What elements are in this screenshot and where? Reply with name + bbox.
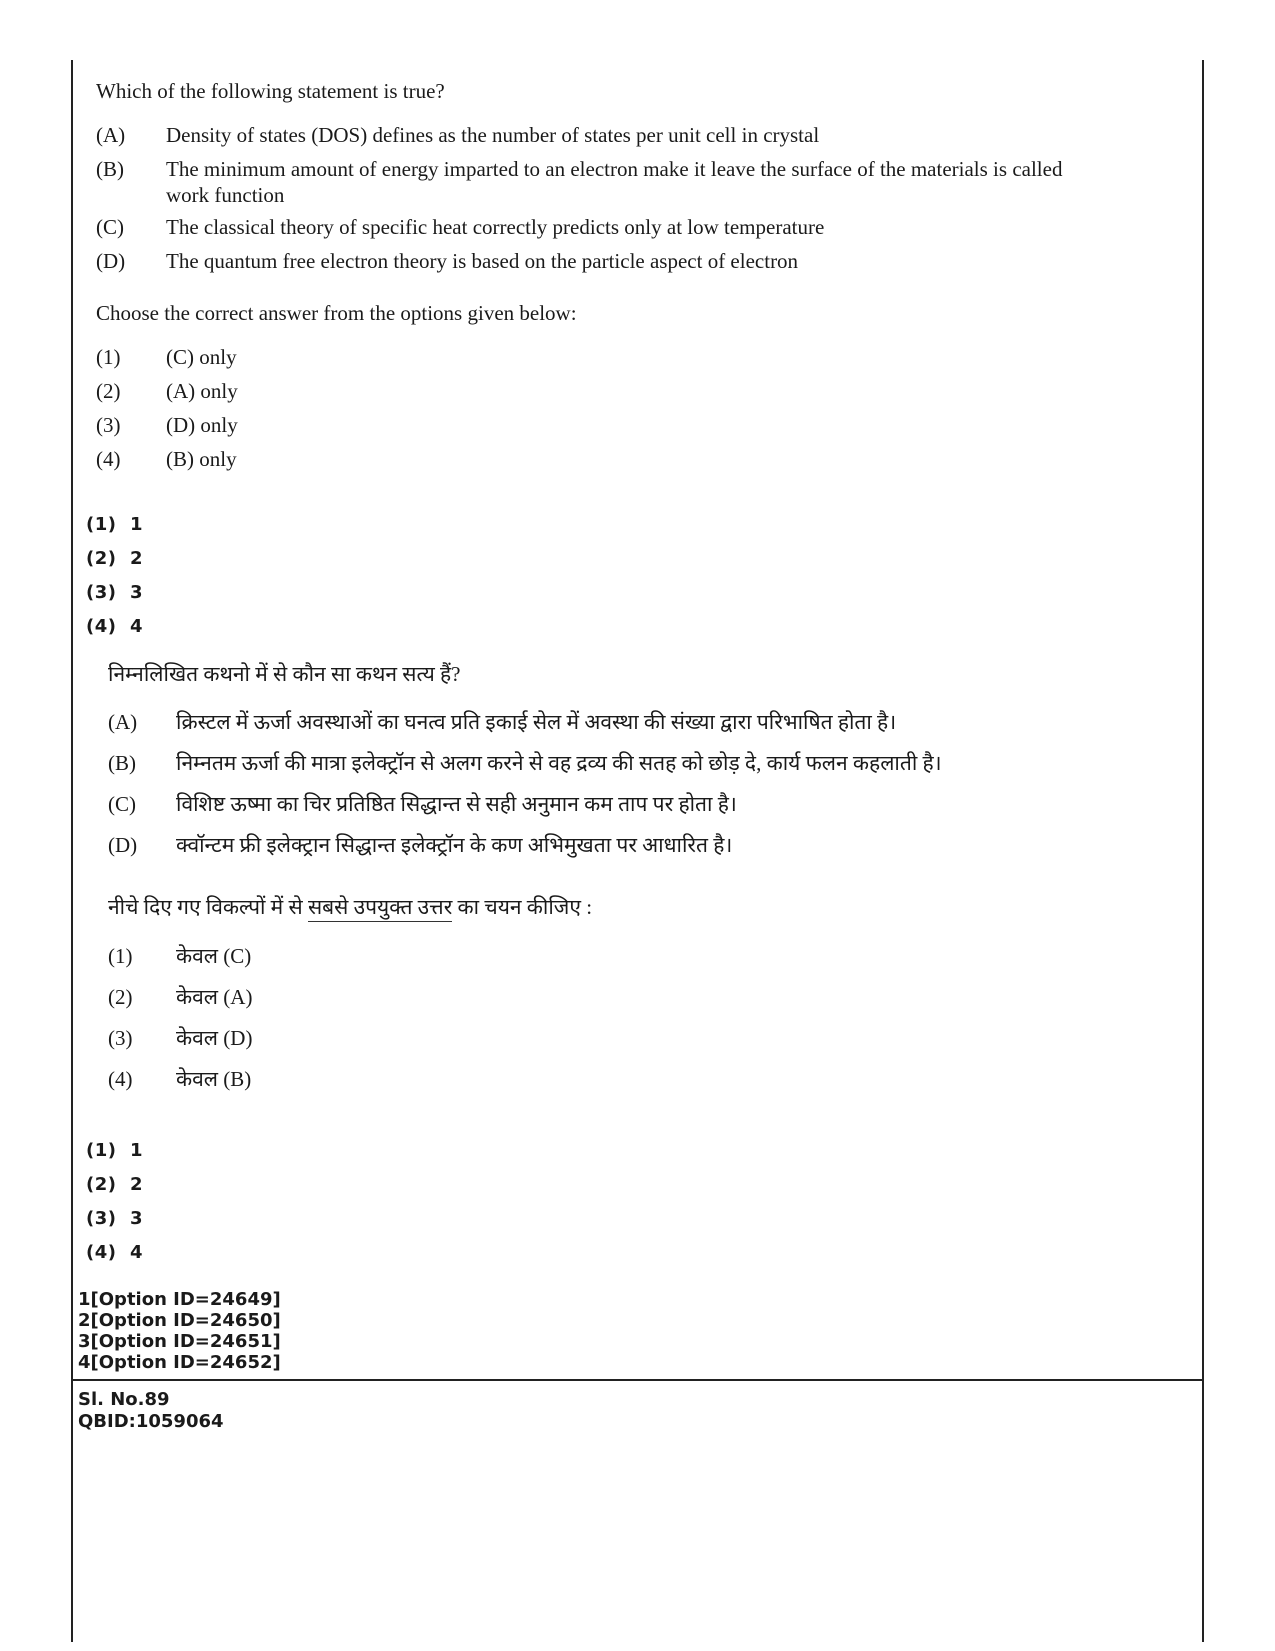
option-text: (D) only (166, 413, 238, 437)
option-text: केवल (C) (176, 944, 252, 968)
statement-text: निम्नतम ऊर्जा की मात्रा इलेक्ट्रॉन से अलग करने से वह द्रव्य की सतह को छोड़ दे, कार्य फलन कहलाती है। (176, 751, 942, 775)
statement-label: (B) (96, 157, 124, 181)
answer-value: 3 (130, 582, 144, 603)
prompt-part: का चयन कीजिए : (452, 895, 593, 919)
option-label: (2) (108, 985, 133, 1009)
answer-choice-4[interactable] (86, 1242, 143, 1264)
prompt-underlined: सबसे उपयुक्त उत्तर (308, 895, 452, 922)
answer-value: 3 (130, 1208, 144, 1229)
answer-label: (1) (86, 1140, 117, 1161)
statement-label: (A) (108, 710, 138, 734)
hindi-question: निम्नलिखित कथनो में से कौन सा कथन सत्य हैं? (108, 662, 461, 686)
answer-label: (2) (86, 548, 117, 569)
option-text: (C) only (166, 345, 237, 369)
serial-number: Sl. No.89 (78, 1389, 170, 1410)
answer-choice-1[interactable] (86, 514, 143, 536)
answer-label: (2) (86, 1174, 117, 1195)
answer-choice-1[interactable] (86, 1140, 143, 1162)
statement-text: क्वॉन्टम फ्री इलेक्ट्रान सिद्धान्त इलेक्ट्रॉन के कण अभिमुखता पर आधारित है। (176, 833, 733, 857)
answer-label: (4) (86, 616, 117, 637)
answer-choice-4[interactable] (86, 616, 143, 638)
option-id-4: 4[Option ID=24652] (78, 1352, 281, 1373)
statement-text: विशिष्ट ऊष्मा का चिर प्रतिष्ठित सिद्धान्त से सही अनुमान कम ताप पर होता है। (176, 792, 737, 816)
option-id-3: 3[Option ID=24651] (78, 1331, 281, 1352)
answer-value: 1 (130, 514, 144, 535)
option-label: (3) (108, 1026, 133, 1050)
right-border (1202, 60, 1204, 1642)
answer-value: 4 (130, 1242, 144, 1263)
option-label: (1) (96, 345, 121, 369)
option-label: (2) (96, 379, 121, 403)
option-label: (3) (96, 413, 121, 437)
statement-text: क्रिस्टल में ऊर्जा अवस्थाओं का घनत्व प्रति इकाई सेल में अवस्था की संख्या द्वारा परिभाषित होता है। (176, 710, 897, 734)
answer-choice-2[interactable] (86, 548, 143, 570)
option-id-1: 1[Option ID=24649] (78, 1289, 281, 1310)
qbid: QBID:1059064 (78, 1411, 224, 1432)
answer-value: 4 (130, 616, 144, 637)
option-label: (4) (108, 1067, 133, 1091)
option-label: (1) (108, 944, 133, 968)
statement-label: (D) (108, 833, 138, 857)
answer-choice-3[interactable] (86, 1208, 143, 1230)
prompt-part: नीचे दिए गए विकल्पों में से (108, 895, 308, 919)
answer-choice-3[interactable] (86, 582, 143, 604)
answer-choice-2[interactable] (86, 1174, 143, 1196)
answer-value: 2 (130, 548, 144, 569)
answer-value: 1 (130, 1140, 144, 1161)
statement-label: (C) (108, 792, 136, 816)
hindi-choose-prompt (108, 893, 592, 921)
statement-label: (C) (96, 215, 124, 239)
option-text: केवल (B) (176, 1067, 252, 1091)
answer-label: (4) (86, 1242, 117, 1263)
option-text: केवल (D) (176, 1026, 253, 1050)
statement-text: Density of states (DOS) defines as the number of states per unit cell in crystal (166, 123, 820, 147)
answer-label: (1) (86, 514, 117, 535)
answer-label: (3) (86, 1208, 117, 1229)
statement-label: (A) (96, 123, 126, 147)
option-text: (A) only (166, 379, 238, 403)
option-label: (4) (96, 447, 121, 471)
statement-text: The classical theory of specific heat correctly predicts only at low temperature (166, 215, 825, 239)
answer-value: 2 (130, 1174, 144, 1195)
english-question: Which of the following statement is true? (96, 79, 445, 103)
option-text: (B) only (166, 447, 237, 471)
option-text: केवल (A) (176, 985, 253, 1009)
option-id-2: 2[Option ID=24650] (78, 1310, 281, 1331)
english-choose-prompt: Choose the correct answer from the options given below: (96, 301, 577, 325)
answer-label: (3) (86, 582, 117, 603)
statement-text: The minimum amount of energy imparted to an electron make it leave the surface of the materials is called work function (166, 157, 1063, 207)
statement-text: The quantum free electron theory is based on the particle aspect of electron (166, 249, 799, 273)
statement-label: (B) (108, 751, 136, 775)
section-divider (71, 1379, 1204, 1381)
left-border (71, 60, 73, 1642)
statement-label: (D) (96, 249, 126, 273)
